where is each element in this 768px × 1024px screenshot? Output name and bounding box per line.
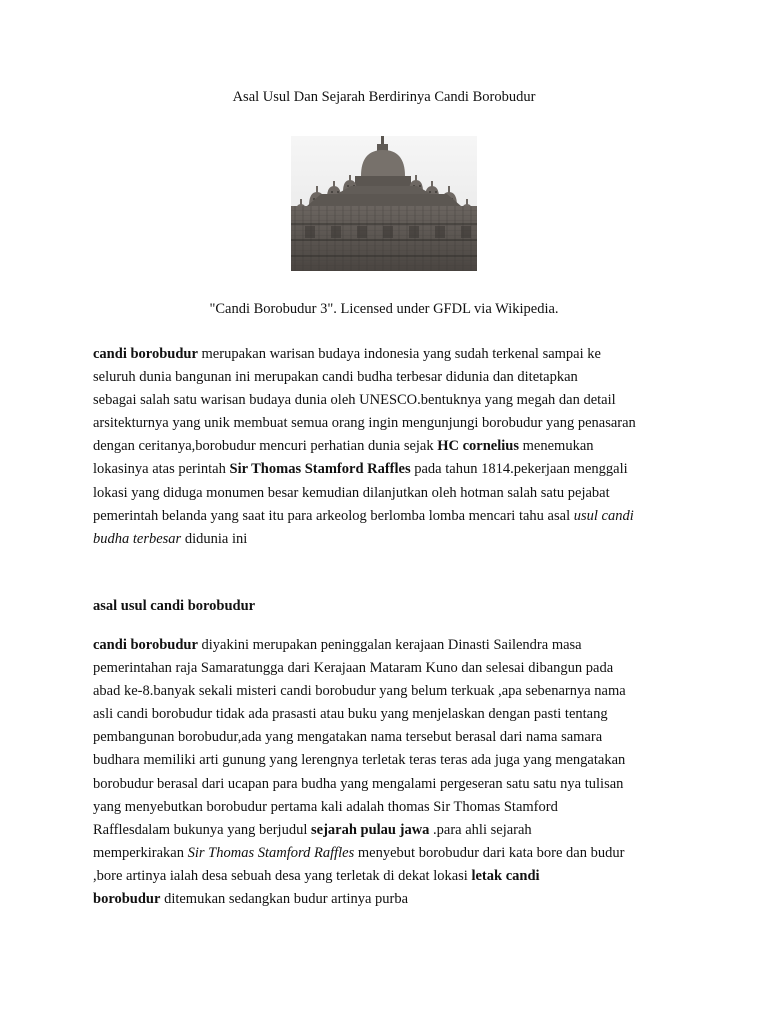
text-line [93, 482, 693, 505]
bold-text: letak candi [471, 867, 540, 884]
text-segment: didunia ini [181, 530, 248, 547]
text-line [93, 366, 693, 389]
text-segment: borobudur berasal dari ucapan para budha yang mengalami pergeseran satu satu nya tulisan [93, 775, 624, 792]
bold-text: HC cornelius [437, 438, 520, 455]
text-line [93, 773, 693, 796]
text-line [93, 842, 693, 865]
text-segment: ,bore artinya ialah desa sebuah desa yang terletak di dekat lokasi [93, 867, 472, 884]
bold-text: candi borobudur [93, 346, 198, 362]
text-line [93, 343, 693, 366]
text-line [93, 726, 693, 749]
text-line [93, 749, 693, 772]
text-segment: Rafflesdalam bukunya yang berjudul [93, 821, 311, 838]
text-segment: dengan ceritanya,borobudur mencuri perhatian dunia sejak [93, 438, 438, 455]
bold-text: sejarah pulau jawa [310, 821, 430, 838]
italic-text: usul candi [573, 507, 634, 524]
bold-text: borobudur [93, 891, 161, 908]
text-line [93, 796, 693, 819]
document-title: Asal Usul Dan Sejarah Berdirinya Candi Borobudur [232, 89, 536, 105]
text-line [93, 819, 693, 842]
text-line [93, 865, 693, 888]
text-segment: asli candi borobudur tidak ada prasasti atau buku yang menjelaskan dengan pasti tentang [93, 706, 608, 723]
bold-text: candi borobudur [93, 637, 198, 653]
text-segment: ditemukan sedangkan budur artinya purba [160, 891, 409, 908]
text-line [93, 703, 693, 726]
text-segment: arsitekturnya yang unik membuat semua orang ingin mengunjungi borobudur yang penasaran [93, 415, 636, 432]
text-segment: abad ke-8.banyak sekali misteri candi borobudur yang belum terkuak ,apa sebenarnya nama [93, 683, 626, 700]
text-line [93, 888, 693, 911]
borobudur-photo [291, 136, 477, 271]
text-line [93, 680, 693, 703]
text-line [93, 634, 693, 657]
text-segment: sebagai salah satu warisan budaya dunia oleh UNESCO.bentuknya yang megah dan detail [93, 392, 616, 409]
text-segment: pemerintahan raja Samaratungga dari Kerajaan Mataram Kuno dan selesai dibangun pada [93, 660, 614, 677]
text-segment: pembangunan borobudur,ada yang mengatakan nama tersebut berasal dari nama samara [93, 729, 603, 746]
italic-text: budha terbesar [93, 530, 182, 547]
text-segment: diyakini merupakan peninggalan kerajaan Dinasti Sailendra masa [197, 637, 582, 653]
bold-text: Sir Thomas Stamford Raffles [229, 461, 411, 478]
text-segment: lokasi yang diduga monumen besar kemudian dilanjutkan oleh hotman salah satu pejabat [93, 484, 610, 501]
text-line [93, 505, 693, 528]
section-heading: asal usul candi borobudur [93, 598, 256, 614]
text-segment: memperkirakan [93, 844, 188, 861]
text-line [93, 657, 693, 680]
text-segment: lokasinya atas perintah [93, 461, 230, 478]
text-line [93, 412, 693, 435]
text-segment: menyebut borobudur dari kata bore dan budur [354, 844, 625, 861]
text-segment: merupakan warisan budaya indonesia yang sudah terkenal sampai ke [197, 346, 601, 362]
intro-paragraph [93, 343, 693, 551]
text-segment: budhara memiliki arti gunung yang lerengnya terletak teras teras ada juga yang mengatakan [93, 752, 626, 769]
text-segment: yang menyebutkan borobudur pertama kali adalah thomas Sir Thomas Stamford [93, 798, 558, 815]
origin-paragraph [93, 634, 693, 911]
text-segment: pemerintah belanda yang saat itu para arkeolog berlomba lomba mencari tahu asal [93, 507, 574, 524]
text-line [93, 528, 693, 551]
text-segment: .para ahli sejarah [429, 821, 532, 838]
text-line [93, 389, 693, 412]
text-segment: menemukan [519, 438, 594, 455]
text-segment: seluruh dunia bangunan ini merupakan candi budha terbesar didunia dan ditetapkan [93, 369, 578, 386]
text-line [93, 435, 693, 458]
text-segment: pada tahun 1814.pekerjaan menggali [410, 461, 628, 478]
photo-caption: "Candi Borobudur 3". Licensed under GFDL via Wikipedia. [209, 301, 559, 317]
text-line [93, 458, 693, 481]
italic-text: Sir Thomas Stamford Raffles [187, 844, 355, 861]
